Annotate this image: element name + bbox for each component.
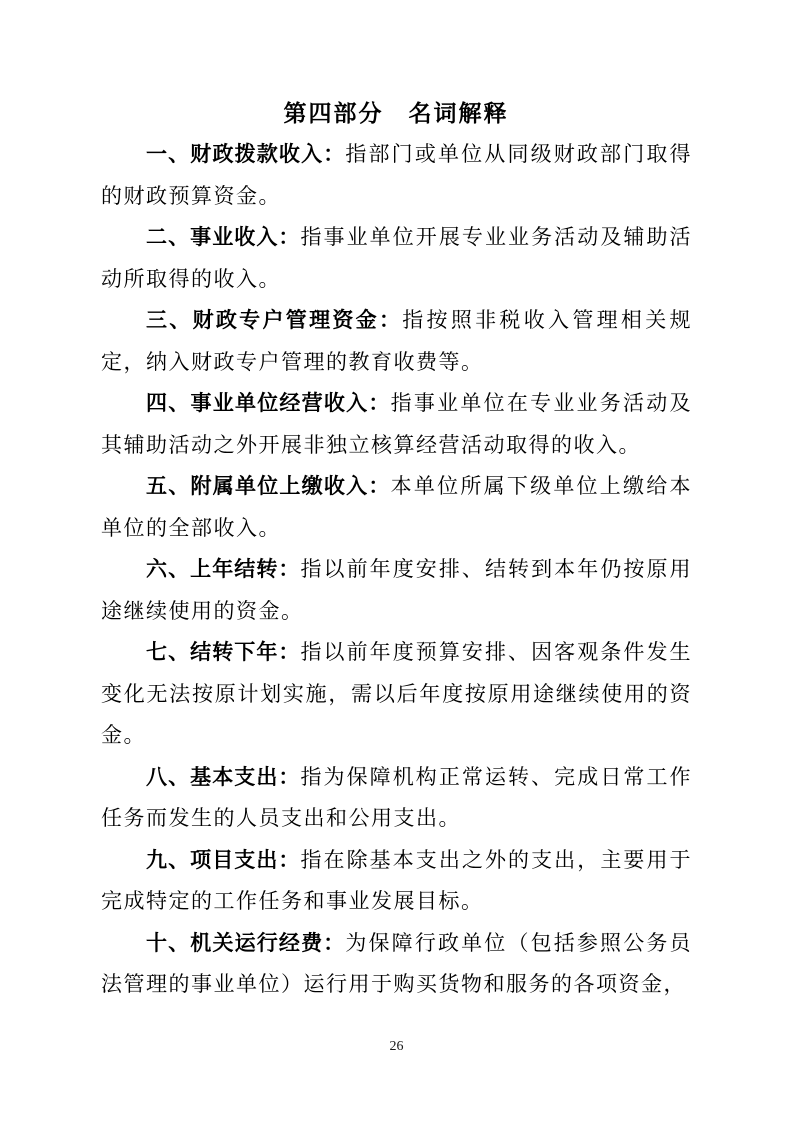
term-definition: 指以前年度预算安排、因客观条件发生变化无法按原计划实施，需以后年度按原用途继续使用的资金。: [101, 640, 693, 747]
term-label: 九、项目支出：: [146, 848, 301, 872]
term-definition: 指事业单位开展专业业务活动及辅助活动所取得的收入。: [101, 225, 693, 291]
term-definition-paragraph: [101, 466, 692, 549]
term-definition: 指为保障机构正常运转、完成日常工作任务而发生的人员支出和公用支出。: [101, 764, 693, 830]
term-definition-paragraph: [101, 549, 692, 632]
term-definition-paragraph: [101, 632, 692, 757]
term-definition: 指事业单位在专业业务活动及其辅助活动之外开展非独立核算经营活动取得的收入。: [101, 391, 693, 457]
term-label: 八、基本支出：: [146, 765, 301, 789]
term-definition-paragraph: [101, 923, 692, 1006]
term-label: 七、结转下年：: [146, 641, 301, 664]
term-definition: 指在除基本支出之外的支出，主要用于完成特定的工作任务和事业发展目标。: [101, 847, 693, 913]
term-label: 二、事业收入：: [146, 226, 301, 249]
term-label: 六、上年结转：: [146, 558, 301, 581]
term-definition-paragraph: [101, 840, 692, 923]
term-definition-paragraph: [101, 300, 692, 383]
term-definition: 指部门或单位从同级财政部门取得的财政预算资金。: [101, 142, 693, 208]
term-label: 一、财政拨款收入：: [146, 143, 346, 166]
term-label: 十、机关运行经费：: [146, 931, 346, 955]
term-definition-paragraph: [101, 383, 692, 466]
term-label: 五、附属单位上缴收入：: [146, 475, 391, 498]
terms-list: [101, 134, 692, 1006]
page-number: 26: [389, 1039, 404, 1054]
term-label: 三、财政专户管理资金：: [146, 309, 403, 332]
term-definition-paragraph: [101, 217, 692, 300]
section-title: 第四部分 名词解释: [283, 100, 509, 126]
term-definition: 指以前年度安排、结转到本年仍按原用途继续使用的资金。: [101, 557, 693, 623]
term-definition-paragraph: [101, 757, 692, 840]
term-definition: 为保障行政单位（包括参照公务员法管理的事业单位）运行用于购买货物和服务的各项资金，: [101, 930, 693, 996]
term-definition: 指按照非税收入管理相关规定，纳入财政专户管理的教育收费等。: [101, 308, 692, 374]
term-definition: 本单位所属下级单位上缴给本单位的全部收入。: [101, 474, 693, 540]
term-label: 四、事业单位经营收入：: [146, 392, 391, 415]
term-definition-paragraph: [101, 134, 692, 217]
